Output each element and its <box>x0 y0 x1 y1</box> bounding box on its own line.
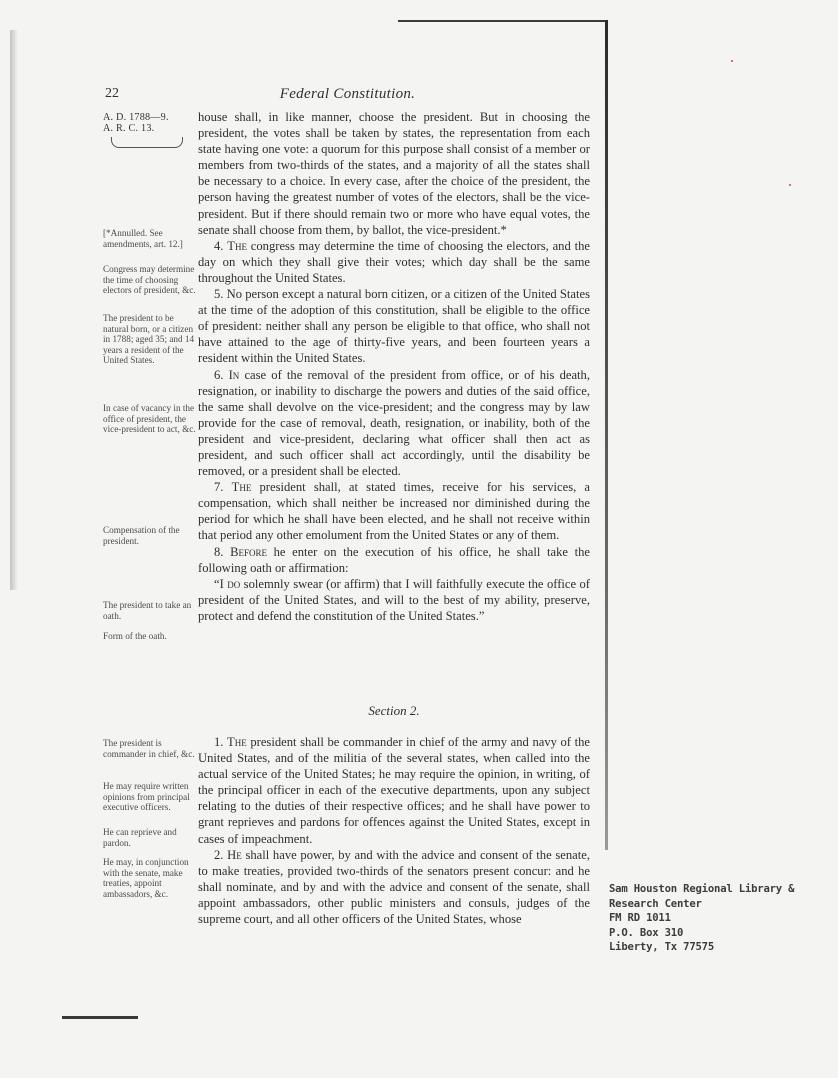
paragraph-text: No person except a natural born citizen, or a citizen of the United States at the time of the adoption of this constitution, shall be eligible to the office of president: neither shall any person be eligible to that office, who shall not have attained to the age of thirty-five years, and been fourteen years a resident within the United States. <box>198 287 590 366</box>
margin-note-eligibility: The president to be natural born, or a citizen in 1788; aged 35; and 14 years a resident of the United States. <box>103 313 195 366</box>
brace-mark <box>111 137 183 148</box>
paragraph-number: 1. <box>214 735 224 749</box>
paragraph-lead: The <box>227 238 247 253</box>
margin-note-congress-time: Congress may determine the time of choosing electors of president, &c. <box>103 264 196 296</box>
section2-paragraph-2 <box>198 847 590 927</box>
margin-note-commander: The president is commander in chief, &c. <box>103 738 195 759</box>
section2-paragraph-1 <box>198 734 590 847</box>
paragraph-6 <box>198 367 590 480</box>
body-text-article-continuation <box>198 109 590 624</box>
paragraph-text: shall have power, by and with the advice and consent of the senate, to make treaties, provided two-thirds of the senators present concur: and he shall nominate, and by and with the advice and consent of the senate, shall appoint ambassadors, other public ministers and consuls, judges of the supreme court, and all other officers of the United States, whose <box>198 847 591 927</box>
oath-open: “I <box>214 576 224 591</box>
paragraph-number: 5. <box>214 287 224 302</box>
paragraph-8 <box>198 544 590 576</box>
paragraph-number: 7. <box>214 480 224 495</box>
scan-mark-top <box>398 20 608 22</box>
paragraph-lead: The <box>231 480 252 495</box>
margin-note-oath-form: Form of the oath. <box>103 631 167 641</box>
paragraph-number: 4. <box>214 238 224 253</box>
paragraph-lead: In <box>228 367 240 382</box>
paragraph-lead: He <box>227 847 242 862</box>
scan-mark-bottom <box>62 1016 138 1019</box>
paragraph-continuation: house shall, in like manner, choose the president. But in choosing the president, the votes shall be taken by states, the representation from each state having one vote: a quorum for this purpose shall consist of a member or members from two-thirds of the states, and a majority of all the states shall be necessary to a choice. In every case, after the choice of the president, the person having the greatest number of votes of the electors, shall be the vice-president. But if there should remain two or more who have equal votes, the senate shall choose from them, by ballot, the vice-president.* <box>198 110 590 237</box>
paragraph-text: he enter on the execution of his office, he shall take the following oath or affirmation: <box>198 544 590 575</box>
paragraph-7 <box>198 479 590 543</box>
paragraph-text: president shall be commander in chief of the army and navy of the United States, and of the militia of the several states, when called into the actual service of the United States; he may require the opinion, in writing, of the principal officer in each of the executive departments, upon any subject relating to the duties of their respective offices; and he shall have power to grant reprieves and pardons for offences against the United States, except in cases of impeachment. <box>198 735 590 846</box>
oath-paragraph <box>198 576 590 624</box>
scan-edge-shadow <box>10 30 18 590</box>
library-stamp <box>609 882 829 955</box>
paragraph-5 <box>198 286 590 366</box>
running-head: Federal Constitution. <box>279 86 416 102</box>
paragraph-number: 8. <box>214 544 224 559</box>
margin-note-oath-take: The president to take an oath. <box>103 600 192 621</box>
body-text-section-2 <box>198 734 590 927</box>
stamp-line: FM RD 1011 <box>609 912 671 925</box>
section-heading: Section 2. <box>368 703 420 718</box>
margin-note-vacancy: In case of vacancy in the office of president, the vice-president to act, &c. <box>103 403 196 435</box>
margin-note-treaties: He may, in conjunction with the senate, make treaties, appoint ambassadors, &c. <box>103 857 189 899</box>
date-line: A. D. 1788—9. <box>103 112 169 123</box>
page-number: 22 <box>105 86 119 101</box>
paragraph-lead: The <box>227 735 247 749</box>
stamp-line: Liberty, Tx 77575 <box>609 941 715 954</box>
paragraph-text: case of the removal of the president from office, or of his death, resignation, or inability to discharge the powers and duties of the said office, the same shall devolve on the vice-president; and the congress may by law provide for the case of removal, death, resignation, or inability, both of the president and vice-president, declaring what officer shall then act as president, and such officer shall act accordingly, until the disability be removed, or a president shall be elected. <box>198 367 590 479</box>
paragraph-number: 2. <box>214 847 224 862</box>
paragraph-text: president shall, at stated times, receive for his services, a compensation, which shall neither be increased nor diminished during the period for which he shall have been elected, and he shall not receive within that period any other emolument from the United States or any of them. <box>198 480 590 543</box>
scan-mark-right <box>605 20 608 850</box>
margin-note-reprieves: He can reprieve and pardon. <box>103 827 177 848</box>
paragraph-number: 6. <box>214 367 224 382</box>
page-header <box>105 86 590 106</box>
stamp-line: Research Center <box>609 897 702 910</box>
date-line: A. R. C. 13. <box>103 123 155 134</box>
paragraph-text: congress may determine the time of choosing the electors, and the day on which they shall give their votes; which day shall be the same throughout the United States. <box>198 238 590 285</box>
margin-note-annulled: [*Annulled. See amendments, art. 12.] <box>103 228 183 249</box>
margin-date-note <box>103 112 199 134</box>
paragraph-lead: do <box>227 576 241 591</box>
margin-note-opinions: He may require written opinions from principal executive officers. <box>103 781 190 813</box>
stamp-line: Sam Houston Regional Library & <box>609 883 795 895</box>
paragraph-4 <box>198 238 590 286</box>
stamp-line: P.O. Box 310 <box>609 926 684 939</box>
scan-speck <box>731 60 733 62</box>
margin-note-compensation: Compensation of the president. <box>103 525 180 546</box>
paragraph-lead: Before <box>230 544 267 559</box>
oath-text: solemnly swear (or affirm) that I will faithfully execute the office of president of the United States, and will to the best of my ability, preserve, protect and defend the constitution of the United States.” <box>198 576 591 623</box>
scan-speck <box>789 184 791 186</box>
